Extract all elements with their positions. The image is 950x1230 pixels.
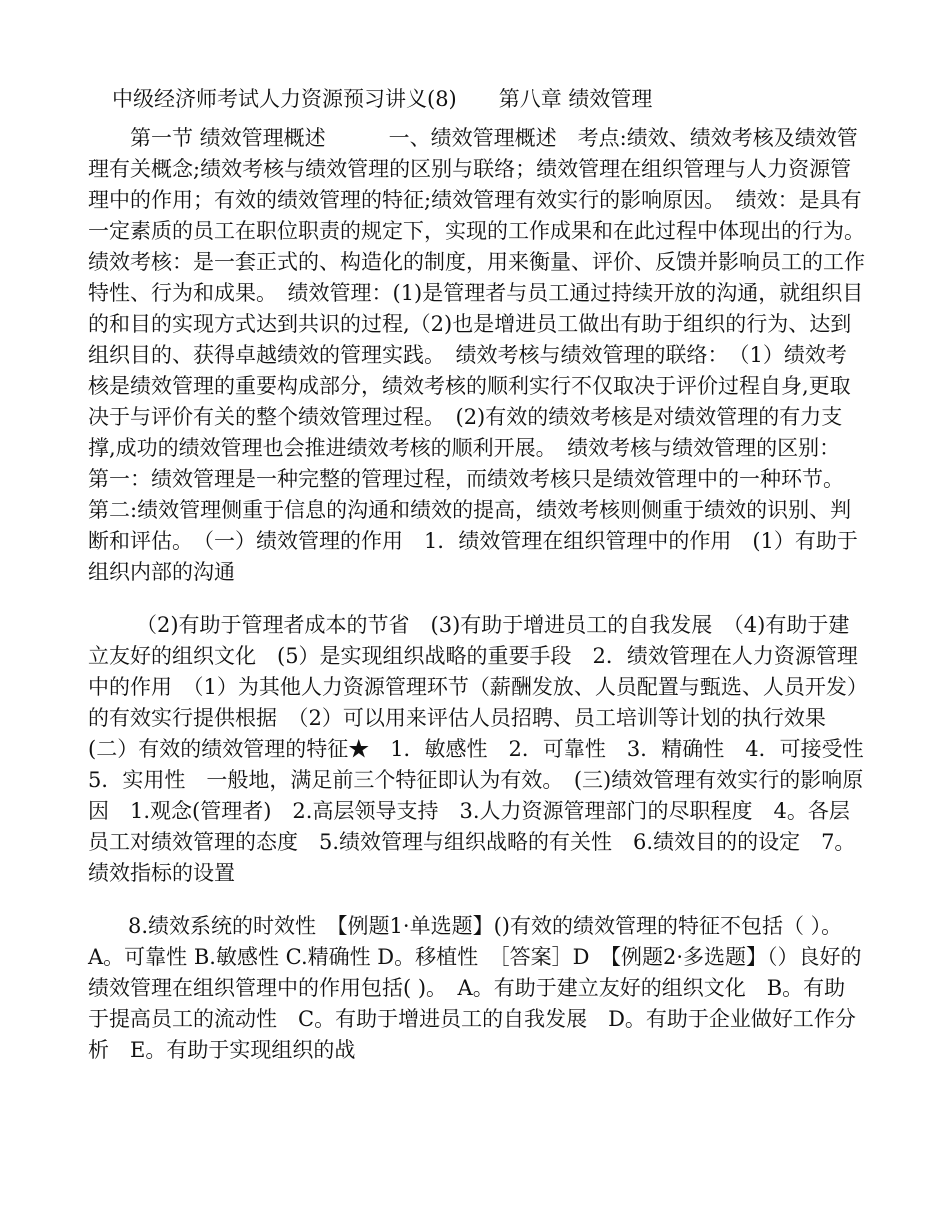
body-paragraph-1: 第一节 绩效管理概述 一、绩效管理概述 考点:绩效、绩效考核及绩效管理有关概念;绩效考核与绩效管理的区别与联络；绩效管理在组织管理与人力资源管理中的作用；有效的绩效管理的特征;绩效管理有效实行的影响原因。 绩效：是具有一定素质的员工在职位职责的规定下，实现的工作成果和在此过程中体现出的行为。 绩效考核：是一套正式的、构造化的制度，用来衡量、评价、反馈并影响员工的工作特性、行为和成果。 绩效管理：(1)是管理者与员工通过持续开放的沟通，就组织目的和目的实现方式达到共识的过程,（2)也是增进员工做出有助于组织的行为、达到组织目的、获得卓越绩效的管理实践。 绩效考核与绩效管理的联络： （1）绩效考核是绩效管理的重要构成部分，绩效考核的顺利实行不仅取决于评价过程自身,更取决于与评价有关的整个绩效管理过程。 (2)有效的绩效考核是对绩效管理的有力支撑,成功的绩效管理也会推进绩效考核的顺利开展。 绩效考核与绩效管理的区别： 第一：绩效管理是一种完整的管理过程，而绩效考核只是绩效管理中的一种环节。 第二:绩效管理侧重于信息的沟通和绩效的提高，绩效考核则侧重于绩效的识别、判断和评估。 （一）绩效管理的作用 1．绩效管理在组织管理中的作用 (1）有助于组织内部的沟通 bbox=[88, 126, 876, 584]
document-page bbox=[88, 84, 885, 1066]
body-paragraph-2: （2)有助于管理者成本的节省 (3)有助于增进员工的自我发展 （4)有助于建立友好的组织文化 (5）是实现组织战略的重要手段 2．绩效管理在人力资源管理中的作用 （1）为其他人力资源管理环节（薪酬发放、人员配置与甄选、人员开发）的有效实行提供根据 （2）可以用来评估人员招聘、员工培训等计划的执行效果 (二）有效的绩效管理的特征★ 1．敏感性 2．可靠性 3．精确性 4．可接受性 5．实用性 一般地，满足前三个特征即认为有效。 (三)绩效管理有效实行的影响原因 1.观念(管理者) 2.高层领导支持 3.人力资源管理部门的尽职程度 4。各层员工对绩效管理的态度 5.绩效管理与组织战略的有关性 6.绩效目的的设定 7。绩效指标的设置 bbox=[88, 613, 885, 885]
paragraph-gap bbox=[88, 115, 866, 123]
paragraph-gap bbox=[88, 588, 866, 610]
document-title: 中级经济师考试人力资源预习讲义(8) 第八章 绩效管理 bbox=[112, 87, 653, 111]
body-paragraph-3: 8.绩效系统的时效性 【例题1·单选题】()有效的绩效管理的特征不包括（ ）。 A。可靠性 B.敏感性 C.精确性 D。移植性 ［答案］D 【例题2·多选题】（）良好的绩效管理在组织管理中的作用包括( )。 A。有助于建立友好的组织文化 B。有助于提高员工的流动性 C。有助于增进员工的自我发展 D。有助于企业做好工作分析 E。有助于实现组织的战 bbox=[88, 914, 862, 1062]
paragraph-gap bbox=[88, 889, 866, 911]
